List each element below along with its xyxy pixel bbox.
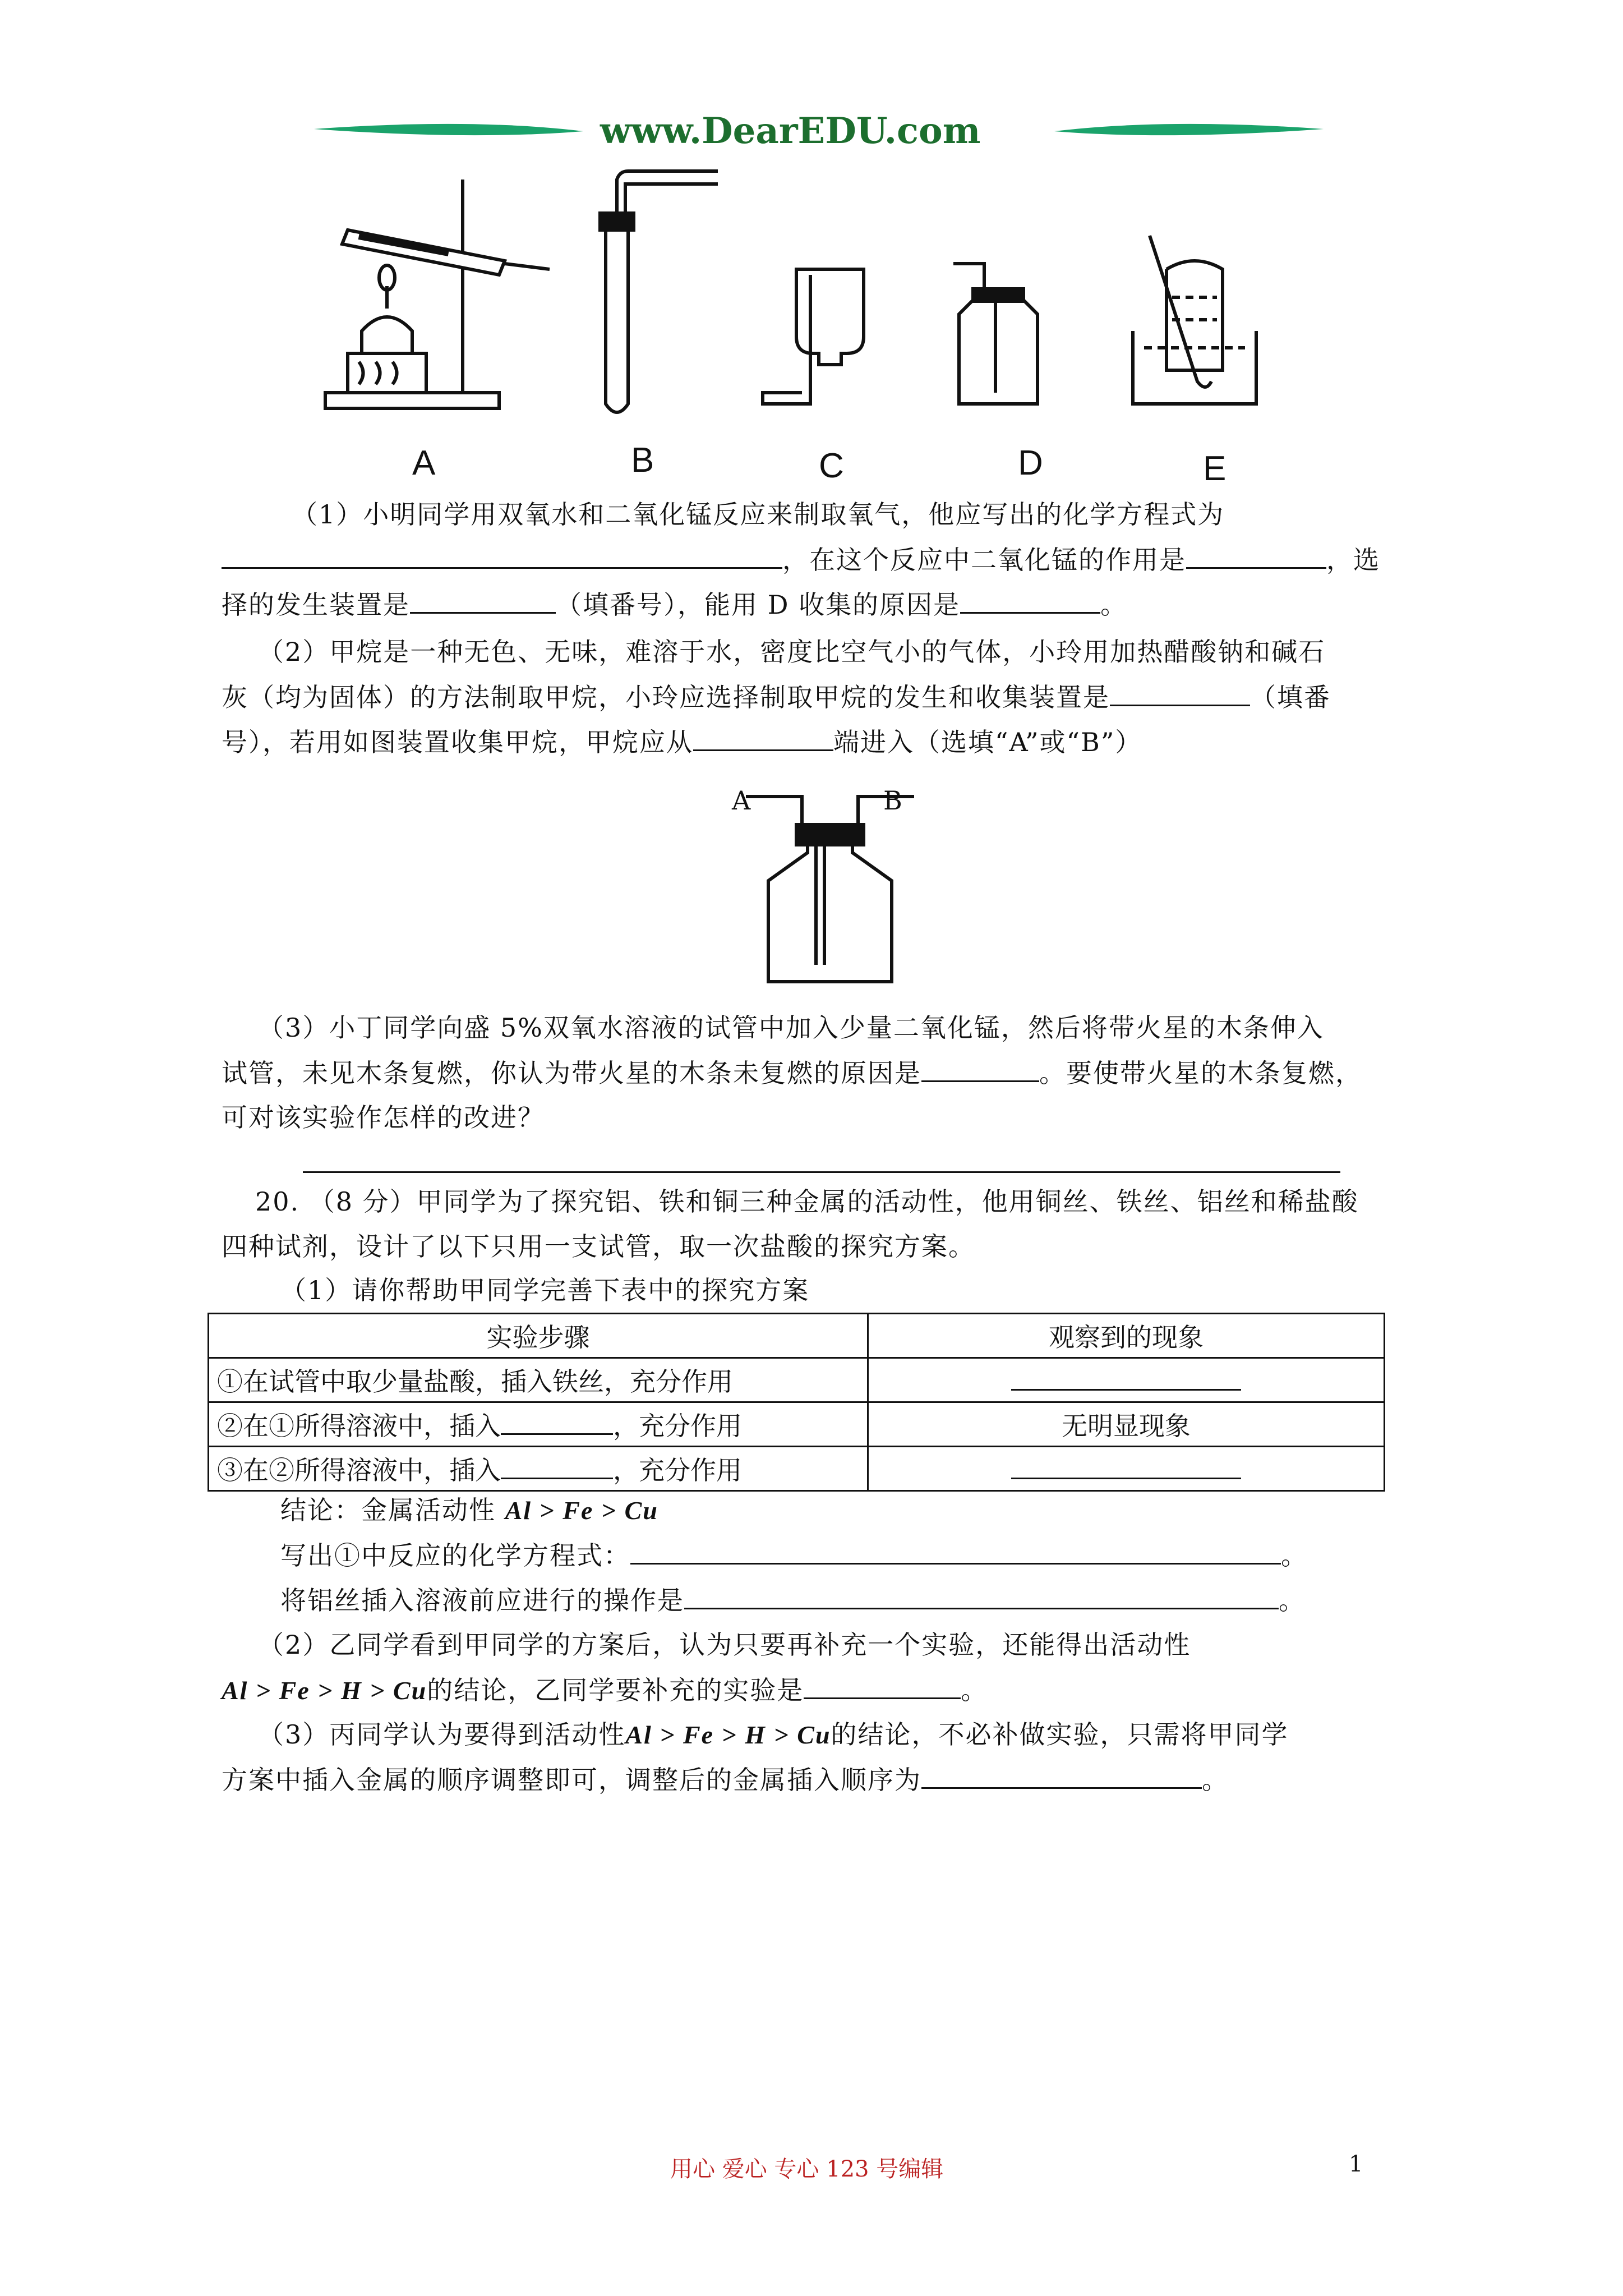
q19-p2-line2 bbox=[222, 679, 1331, 715]
apparatus-b bbox=[600, 171, 718, 412]
answer-blank-operation[interactable] bbox=[684, 1582, 1279, 1609]
q20-intro-a: 20. （8 分）甲同学为了探究铝、铁和铜三种金属的活动性，他用铜丝、铁丝、铝丝和稀盐酸 bbox=[255, 1186, 1359, 1217]
step-2-text-b: ，充分作用 bbox=[613, 1411, 742, 1441]
table-cell-observation: 无明显现象 bbox=[868, 1402, 1385, 1447]
table-cell-observation bbox=[868, 1358, 1385, 1402]
figure-label-d: D bbox=[1018, 444, 1043, 482]
q19-p1-text-e: （填番号），能用 D 收集的原因是 bbox=[556, 590, 961, 620]
figure-label-a: A bbox=[412, 444, 436, 482]
q20-p3-math: Al > Fe > H > Cu bbox=[625, 1720, 831, 1749]
equation-label: 写出①中反应的化学方程式： bbox=[280, 1540, 630, 1571]
q20-intro-line1 bbox=[255, 1184, 1359, 1220]
q19-p2-line3 bbox=[222, 724, 1142, 760]
q19-p1-text-d: 择的发生装置是 bbox=[222, 590, 410, 620]
q19-p1-line1 bbox=[292, 496, 1224, 532]
conclusion-math: Al > Fe > Cu bbox=[505, 1496, 658, 1525]
equation-end: 。 bbox=[1281, 1540, 1308, 1571]
q20-intro-line2 bbox=[222, 1228, 975, 1264]
q20-intro-b: 四种试剂，设计了以下只用一支试管，取一次盐酸的探究方案。 bbox=[222, 1231, 975, 1262]
q20-p3-text-c: 方案中插入金属的顺序调整即可，调整后的金属插入顺序为 bbox=[222, 1765, 921, 1795]
table-cell-observation bbox=[868, 1447, 1385, 1491]
step-3-text-b: ，充分作用 bbox=[613, 1455, 742, 1485]
q19-p1-text-a: （1）小明同学用双氧水和二氧化锰反应来制取氧气，他应写出的化学方程式为 bbox=[292, 499, 1225, 530]
apparatus-figure bbox=[314, 168, 1391, 460]
q20-p2-line2 bbox=[222, 1672, 988, 1709]
answer-blank-insert-order[interactable] bbox=[921, 1761, 1202, 1789]
q20-p3-text-b: 的结论，不必补做实验，只需将甲同学 bbox=[831, 1719, 1289, 1750]
experiment-table bbox=[208, 1313, 1385, 1492]
q19-p3-line2 bbox=[222, 1055, 1362, 1091]
q19-p3-text-d: 可对该实验作怎样的改进？ bbox=[222, 1102, 545, 1133]
q20-equation-line bbox=[280, 1537, 1308, 1573]
q19-p2-line1 bbox=[258, 634, 1325, 670]
answer-blank-generator[interactable] bbox=[410, 586, 556, 614]
q20-p3-line2 bbox=[222, 1761, 1229, 1798]
answer-blank-equation[interactable] bbox=[222, 541, 782, 569]
q19-p1-text-f: 。 bbox=[1100, 590, 1128, 620]
answer-blank-methane-apparatus[interactable] bbox=[1110, 679, 1250, 706]
table-row bbox=[209, 1402, 1385, 1447]
q19-p1-line2 bbox=[222, 541, 1380, 578]
answer-blank-reason-d[interactable] bbox=[960, 586, 1100, 614]
answer-blank-extra-experiment[interactable] bbox=[804, 1672, 961, 1699]
q20-p2-text-b: 的结论，乙同学要补充的实验是 bbox=[427, 1675, 804, 1705]
operation-label: 将铝丝插入溶液前应进行的操作是 bbox=[280, 1585, 684, 1616]
q20-p2-end: 。 bbox=[961, 1675, 988, 1705]
q19-p2-text-d: 号），若用如图装置收集甲烷，甲烷应从 bbox=[222, 727, 693, 757]
footer-text: 用心 爱心 专心 123 号编辑 bbox=[670, 2156, 944, 2182]
table-row bbox=[209, 1447, 1385, 1491]
answer-blank-mno2-role[interactable] bbox=[1186, 541, 1326, 569]
table-cell-step bbox=[209, 1402, 868, 1447]
q20-p3-line1 bbox=[258, 1717, 1289, 1753]
step-3-text-a: ③在②所得溶液中，插入 bbox=[217, 1455, 501, 1485]
answer-blank-no-relight[interactable] bbox=[921, 1055, 1039, 1082]
operation-end: 。 bbox=[1279, 1585, 1306, 1616]
answer-blank-improvement[interactable] bbox=[303, 1171, 1340, 1173]
apparatus-a bbox=[325, 180, 550, 408]
apparatus-e bbox=[1133, 236, 1256, 404]
figure-label-b: B bbox=[631, 441, 654, 480]
q19-p1-line3 bbox=[222, 586, 1127, 623]
q19-p3-text-c: 。要使带火星的木条复燃， bbox=[1039, 1058, 1362, 1088]
step-1-text: ①在试管中取少量盐酸，插入铁丝，充分作用 bbox=[217, 1366, 733, 1397]
table-cell-step bbox=[209, 1447, 868, 1491]
q20-sub1-text: （1）请你帮助甲同学完善下表中的探究方案 bbox=[280, 1275, 810, 1305]
table-header-steps: 实验步骤 bbox=[209, 1314, 868, 1358]
answer-blank-metal-3[interactable] bbox=[501, 1452, 613, 1479]
q20-p3-text-a: （3）丙同学认为要得到活动性 bbox=[258, 1719, 626, 1750]
answer-blank-obs-1[interactable] bbox=[1011, 1363, 1241, 1391]
q19-p3-text-a: （3）小丁同学向盛 5%双氧水溶液的试管中加入少量二氧化锰，然后将带火星的木条伸入 bbox=[258, 1013, 1324, 1043]
table-cell-step bbox=[209, 1358, 868, 1402]
step-2-text-a: ②在①所得溶液中，插入 bbox=[217, 1411, 501, 1441]
q20-p3-end: 。 bbox=[1202, 1765, 1229, 1795]
conclusion-label: 结论：金属活动性 bbox=[280, 1495, 505, 1525]
q20-p2-line1 bbox=[258, 1627, 1191, 1663]
page-number: 1 bbox=[1349, 2151, 1363, 2177]
q19-p1-text-c: ，选 bbox=[1326, 545, 1380, 575]
answer-blank-methane-inlet[interactable] bbox=[693, 724, 833, 751]
q19-p2-text-e: 端进入（选填“A”或“B”） bbox=[833, 727, 1142, 757]
bottle-label-a: A bbox=[732, 785, 751, 816]
apparatus-d bbox=[953, 264, 1038, 404]
table-header-row bbox=[209, 1314, 1385, 1358]
table-header-observation: 观察到的现象 bbox=[868, 1314, 1385, 1358]
q19-p2-text-a: （2）甲烷是一种无色、无味，难溶于水，密度比空气小的气体，小玲用加热醋酸钠和碱石 bbox=[258, 637, 1326, 667]
q19-p1-text-b: ，在这个反应中二氧化锰的作用是 bbox=[782, 545, 1186, 575]
answer-blank-reaction-eq[interactable] bbox=[630, 1537, 1281, 1565]
q19-p3-line1 bbox=[258, 1010, 1324, 1046]
table-row bbox=[209, 1358, 1385, 1402]
q20-p2-math: Al > Fe > H > Cu bbox=[222, 1676, 427, 1705]
q20-conclusion bbox=[280, 1492, 658, 1529]
gas-bottle-figure bbox=[729, 774, 942, 993]
q19-p3-text-b: 试管，未见木条复燃，你认为带火星的木条未复燃的原因是 bbox=[222, 1058, 921, 1088]
q19-p2-text-c: （填番 bbox=[1250, 682, 1331, 712]
q20-sub1 bbox=[280, 1272, 809, 1308]
answer-blank-metal-2[interactable] bbox=[501, 1407, 613, 1435]
q19-p2-text-b: 灰（均为固体）的方法制取甲烷，小玲应选择制取甲烷的发生和收集装置是 bbox=[222, 682, 1110, 712]
figure-label-e: E bbox=[1203, 449, 1227, 488]
q20-p2-text-a: （2）乙同学看到甲同学的方案后，认为只要再补充一个实验，还能得出活动性 bbox=[258, 1630, 1191, 1660]
q19-p3-line3 bbox=[222, 1099, 545, 1135]
apparatus-c bbox=[763, 269, 864, 404]
q20-operation-line bbox=[280, 1582, 1306, 1618]
figure-label-c: C bbox=[819, 447, 844, 485]
bottle-label-b: B bbox=[883, 785, 902, 816]
site-logo-text: www.DearEDU.com bbox=[600, 110, 981, 152]
answer-blank-obs-3[interactable] bbox=[1011, 1452, 1241, 1479]
